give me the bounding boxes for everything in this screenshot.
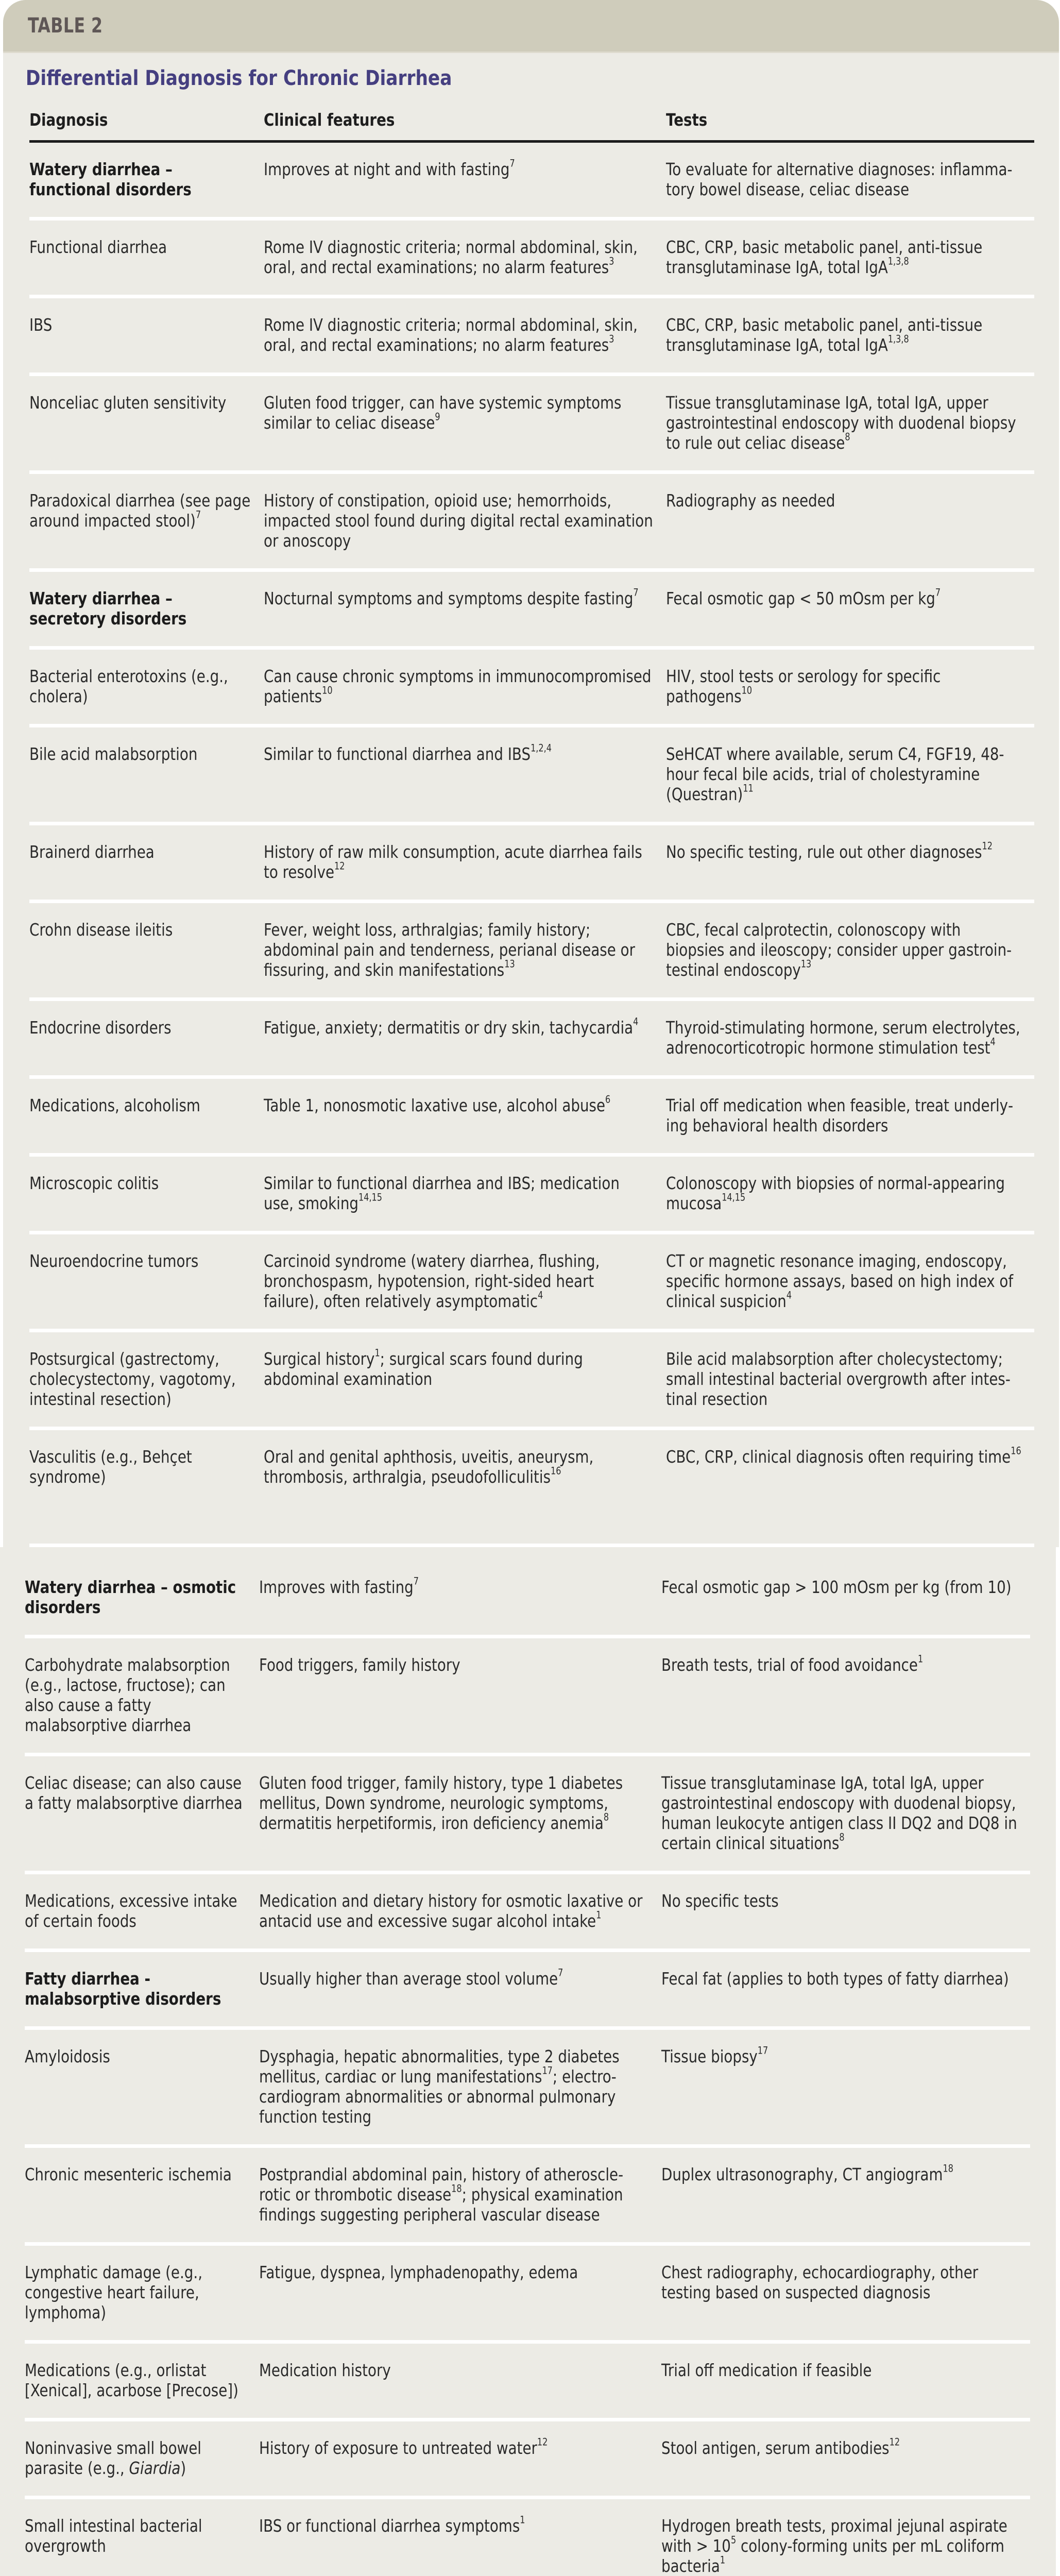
- tests-cell-text: No specific tests: [661, 1891, 779, 1911]
- diagnosis-cell-text: Endocrine disorders: [29, 1018, 172, 1038]
- table-row: [29, 375, 1034, 472]
- diagnosis-cell-text: Functional diarrhea: [29, 237, 167, 257]
- diagnosis-cell: [29, 570, 264, 648]
- tests-cell-text: No specific testing, rule out other diagnoses$^{12}$: [666, 840, 993, 862]
- clinical-features-cell: [264, 472, 666, 570]
- diagnosis-cell: [25, 1951, 259, 2028]
- tests-cell-text: Stool antigen, serum antibodies$^{12}$: [661, 2436, 900, 2458]
- clinical-features-cell: [264, 726, 666, 824]
- clinical-features-cell: [259, 2146, 661, 2244]
- clinical-features-cell: [264, 999, 666, 1077]
- tests-cell: [666, 219, 1034, 297]
- diagnosis-cell-text: Crohn disease ileitis: [29, 920, 173, 940]
- diagnosis-cell-text: Bacterial enterotoxins (e.g., cholera): [29, 666, 228, 706]
- table-card-bottom: [0, 1547, 1056, 2576]
- tests-cell: [661, 1873, 1030, 1951]
- tests-cell: [661, 2244, 1030, 2342]
- diagnosis-cell: [29, 375, 264, 472]
- diagnosis-cell: [29, 648, 264, 726]
- tests-cell: [666, 824, 1034, 902]
- tests-cell-text: CBC, CRP, basic metabolic panel, anti-tissue transglutaminase IgA, total IgA$^{1,3,8}$: [666, 237, 983, 277]
- tests-cell: [661, 2028, 1030, 2146]
- diagnosis-cell-text: Medications (e.g., orlistat [Xenical], acarbose [Precose]): [25, 2360, 238, 2400]
- diagnosis-cell-text: Medications, excessive intake of certain foods: [25, 1891, 237, 1931]
- table-row: [25, 2146, 1030, 2244]
- clinical-features-cell: [264, 824, 666, 902]
- diagnosis-cell: [29, 999, 264, 1077]
- reference-superscript: 4: [633, 1015, 639, 1028]
- reference-superscript: 18: [451, 2182, 462, 2195]
- clinical-features-cell: [264, 1155, 666, 1233]
- tests-cell-text: Fecal osmotic gap > 100 mOsm per kg (from 10): [661, 1577, 1012, 1597]
- reference-superscript: 7: [509, 157, 515, 170]
- reference-superscript: 16: [551, 1465, 561, 1477]
- table-row: [25, 1637, 1030, 1755]
- clinical-features-cell-text: IBS or functional diarrhea symptoms$^1$: [259, 2514, 525, 2536]
- reference-superscript: 10: [322, 684, 333, 697]
- table-row: [29, 1233, 1034, 1331]
- table-section-row: [25, 1951, 1030, 2028]
- table-row: [25, 2028, 1030, 2146]
- diagnosis-cell-text: IBS: [29, 315, 53, 335]
- table-body-top: [29, 142, 1034, 1546]
- tests-cell-text: To evaluate for alternative diagnoses: inflammatory bowel disease, celiac disease: [666, 159, 1013, 199]
- reference-superscript: 17: [542, 2064, 553, 2077]
- reference-superscript: 1: [917, 1653, 924, 1665]
- tests-cell: [661, 2420, 1030, 2498]
- table-header-row: [29, 96, 1034, 142]
- reference-superscript: 17: [757, 2044, 768, 2057]
- table-row: [29, 1331, 1034, 1429]
- reference-superscript: 14,15: [722, 1191, 746, 1204]
- tests-cell-text: CBC, CRP, clinical diagnosis often requiring time$^{16}$: [666, 1445, 1021, 1467]
- table-row: [25, 2342, 1030, 2420]
- column-header-tests-label: Tests: [666, 110, 708, 130]
- diagnosis-cell-text: Neuroendocrine tumors: [29, 1251, 199, 1271]
- column-header-clinical-features: [264, 96, 666, 142]
- table-row: [29, 648, 1034, 726]
- table-title: Differential Diagnosis for Chronic Diarrhea: [25, 66, 452, 90]
- tests-cell: [666, 570, 1034, 648]
- clinical-features-cell-text: Food triggers, family history: [259, 1655, 460, 1675]
- reference-superscript: 12: [334, 860, 345, 872]
- table-body-bottom: [25, 1547, 1030, 2576]
- tests-cell-text: SeHCAT where available, serum C4, FGF19, 48-hour fecal bile acids, trial of cholestyramine (Questran)$^{11}$: [666, 744, 1004, 804]
- table-row: [25, 2244, 1030, 2342]
- tests-cell: [666, 375, 1034, 472]
- clinical-features-cell-text: Fatigue, anxiety; dermatitis or dry skin, tachycardia$^4$: [264, 1015, 639, 1038]
- diagnosis-cell-text: Watery diarrhea – osmotic disorders: [25, 1577, 236, 1617]
- clinical-features-cell: [264, 648, 666, 726]
- diagnosis-cell-text: Chronic mesenteric ischemia: [25, 2164, 232, 2184]
- tests-cell: [666, 472, 1034, 570]
- clinical-features-cell-text: Rome IV diagnostic criteria; normal abdominal, skin, oral, and rectal examinations; no alarm features$^3$: [264, 237, 638, 277]
- diagnosis-cell: [25, 1637, 259, 1755]
- tests-cell-text: Breath tests, trial of food avoidance$^1$: [661, 1653, 924, 1675]
- tests-cell: [661, 2146, 1030, 2244]
- table-row: [29, 297, 1034, 375]
- diagnosis-table-part-1: [29, 96, 1034, 1547]
- diagnosis-cell-text: Fatty diarrhea - malabsorptive disorders: [25, 1969, 221, 2009]
- reference-superscript: 12: [889, 2436, 900, 2448]
- reference-superscript: 1: [596, 1909, 602, 1921]
- tests-cell-text: Tissue transglutaminase IgA, total IgA, upper gastrointestinal endoscopy with duodenal biopsy to rule out celiac disease$^8$: [666, 393, 1016, 453]
- tests-cell-text: Duplex ultrasonography, CT angiogram$^{18}$: [661, 2162, 953, 2184]
- clinical-features-cell: [259, 1873, 661, 1951]
- reference-superscript: 12: [537, 2436, 548, 2448]
- clinical-features-cell-text: Similar to functional diarrhea and IBS; medication use, smoking$^{14,15}$: [264, 1173, 620, 1213]
- clinical-features-cell: [264, 219, 666, 297]
- diagnosis-cell-text: Medications, alcoholism: [29, 1095, 200, 1115]
- table-row: [29, 1077, 1034, 1155]
- clinical-features-cell-text: Oral and genital aphthosis, uveitis, aneurysm, thrombosis, arthralgia, pseudofolliculitis$^{16}$: [264, 1447, 594, 1487]
- table-section-row: [29, 142, 1034, 219]
- reference-superscript: 8: [839, 1831, 845, 1843]
- reference-superscript: 7: [633, 586, 639, 599]
- reference-superscript: 1,3,8: [887, 333, 909, 345]
- column-header-clinical-features-label: Clinical features: [264, 110, 395, 130]
- tests-cell: [666, 648, 1034, 726]
- diagnosis-cell-text: Celiac disease; can also cause a fatty malabsorptive diarrhea: [25, 1773, 243, 1813]
- reference-superscript: 14,15: [358, 1191, 383, 1204]
- diagnosis-cell: [25, 2244, 259, 2342]
- table-row: [29, 824, 1034, 902]
- clinical-features-cell: [264, 375, 666, 472]
- reference-superscript: 3: [609, 255, 614, 267]
- tests-cell-text: Tissue biopsy$^{17}$: [661, 2044, 768, 2066]
- diagnosis-cell: [29, 726, 264, 824]
- clinical-features-cell: [264, 570, 666, 648]
- tests-cell-text: Fecal osmotic gap < 50 mOsm per $kg^7$: [666, 586, 941, 608]
- diagnosis-cell: [29, 472, 264, 570]
- clinical-features-cell: [264, 142, 666, 219]
- diagnosis-cell: [25, 2420, 259, 2498]
- tests-cell: [666, 1155, 1034, 1233]
- tests-cell: [666, 1331, 1034, 1429]
- diagnosis-cell-text: Watery diarrhea – functional disorders: [29, 159, 192, 199]
- reference-superscript: 11: [743, 782, 754, 794]
- reference-superscript: 7: [558, 1967, 563, 1979]
- clinical-features-cell-text: Can cause chronic symptoms in immunocompromised patients$^{10}$: [264, 666, 652, 706]
- clinical-features-cell-text: Dysphagia, hepatic abnormalities, type 2 diabetes mellitus, cardiac or lung manifestations$^{17}$; electrocardiogram abnormalities or abnormal pulmonary function testing: [259, 2046, 620, 2127]
- diagnosis-cell-text: Brainerd diarrhea: [29, 842, 155, 862]
- clinical-features-cell-text: Fatigue, dyspnea, lymphadenopathy, edema: [259, 2262, 578, 2282]
- tests-cell-text: Fecal fat (applies to both types of fatty diarrhea): [661, 1969, 1009, 1989]
- reference-superscript: 8: [603, 1811, 609, 1823]
- clinical-features-cell-text: Carcinoid syndrome (watery diarrhea, flushing, bronchospasm, hypotension, right-sided heart failure), often relatively asymptomatic$^4$: [264, 1251, 600, 1311]
- table-row: [25, 2498, 1030, 2576]
- diagnosis-cell: [25, 2146, 259, 2244]
- clinical-features-cell: [259, 1755, 661, 1873]
- tests-cell: [661, 1637, 1030, 1755]
- reference-superscript: 4: [538, 1289, 543, 1301]
- clinical-features-cell: [259, 1547, 661, 1637]
- diagnosis-cell-text: Carbohydrate malabsorption (e.g., lactose, fructose); can also cause a fatty malabsorptive diarrhea: [25, 1655, 230, 1735]
- tests-cell-text: Thyroid-stimulating hormone, serum electrolytes, adrenocorticotropic hormone stimulation test$^4$: [666, 1018, 1020, 1058]
- clinical-features-cell-text: Medication and dietary history for osmotic laxative or antacid use and excessive sugar alcohol intake$^1$: [259, 1891, 643, 1931]
- reference-superscript: 6: [605, 1093, 611, 1106]
- diagnosis-cell: [25, 1873, 259, 1951]
- clinical-features-cell-text: Table 1, nonosmotic laxative use, alcohol abuse$^6$: [264, 1093, 611, 1115]
- reference-superscript: 8: [845, 431, 850, 443]
- table-banner: [3, 0, 1059, 53]
- clinical-features-cell-text: Gluten food trigger, family history, type 1 diabetes mellitus, Down syndrome, neurologic symptoms, dermatitis herpetiformis, iron deficiency anemia$^8$: [259, 1773, 623, 1833]
- tests-cell: [661, 2498, 1030, 2576]
- table-row: [25, 2420, 1030, 2498]
- table-section-row: [25, 1547, 1030, 1637]
- diagnosis-cell-text: Watery diarrhea – secretory disorders: [29, 588, 187, 629]
- diagnosis-cell: [25, 2342, 259, 2420]
- column-header-tests: [666, 96, 1034, 142]
- clinical-features-cell-text: Medication history: [259, 2360, 391, 2380]
- table-card-top: [3, 0, 1059, 1547]
- diagnosis-table-part-2: [25, 1547, 1030, 2576]
- tests-cell: [666, 902, 1034, 999]
- clinical-features-cell: [264, 902, 666, 999]
- diagnosis-cell-text: Lymphatic damage (e.g., congestive heart failure, lymphoma): [25, 2262, 203, 2323]
- clinical-features-cell-text: Gluten food trigger, can have systemic symptoms similar to celiac disease$^9$: [264, 393, 622, 433]
- table-row: [29, 999, 1034, 1077]
- diagnosis-cell: [29, 1155, 264, 1233]
- diagnosis-cell-text: Noninvasive small bowel parasite (e.g., Giardia): [25, 2438, 201, 2478]
- clinical-features-cell-text: Similar to functional diarrhea and IBS$^{1,2,4}$: [264, 742, 552, 764]
- tests-cell-text: CT or magnetic resonance imaging, endoscopy, specific hormone assays, based on high index of clinical suspicion$^4$: [666, 1251, 1014, 1311]
- clinical-features-cell: [264, 1077, 666, 1155]
- clinical-features-cell-text: History of constipation, opioid use; hemorrhoids, impacted stool found during digital rectal examination or anoscopy: [264, 490, 653, 551]
- reference-superscript: 1,2,4: [531, 742, 552, 754]
- diagnosis-cell: [25, 1755, 259, 1873]
- clinical-features-cell-text: Fever, weight loss, arthralgias; family history; abdominal pain and tenderness, perianal disease or fissuring, and skin manifestations$^{13}$: [264, 920, 635, 980]
- tests-cell-text: Tissue transglutaminase IgA, total IgA, upper gastrointestinal endoscopy with duodenal biopsy, human leukocyte antigen class II DQ2 and DQ8 in certain clinical situations$^8$: [661, 1773, 1017, 1853]
- clinical-features-cell-text: Postprandial abdominal pain, history of atherosclerotic or thrombotic disease$^{18}$; physical examination findings suggesting peripheral vascular disease: [259, 2164, 624, 2225]
- diagnosis-cell: [29, 1233, 264, 1331]
- clinical-features-cell: [259, 1951, 661, 2028]
- tests-cell: [661, 1547, 1030, 1637]
- diagnosis-cell-text: Bile acid malabsorption: [29, 744, 198, 764]
- tests-cell-text: Colonoscopy with biopsies of normal-appearing mucosa$^{14,15}$: [666, 1173, 1005, 1213]
- clinical-features-cell: [264, 297, 666, 375]
- reference-superscript: 10: [741, 684, 753, 697]
- diagnosis-cell: [25, 1547, 259, 1637]
- diagnosis-cell: [29, 1077, 264, 1155]
- reference-superscript: 12: [982, 840, 993, 852]
- reference-superscript: 13: [800, 958, 812, 970]
- column-header-diagnosis: [29, 96, 264, 142]
- table-row: [29, 902, 1034, 999]
- clinical-features-cell: [259, 2244, 661, 2342]
- tests-cell: [666, 1077, 1034, 1155]
- tests-cell: [666, 1233, 1034, 1331]
- tests-cell-text: Trial off medication if feasible: [661, 2360, 872, 2380]
- reference-superscript: 16: [1011, 1445, 1021, 1457]
- table-number-label: TABLE 2: [28, 14, 103, 38]
- clinical-features-cell-text: Usually higher than average stool volume$^7$: [259, 1967, 563, 1989]
- clinical-features-cell: [259, 2342, 661, 2420]
- italic-term: Giardia: [129, 2458, 181, 2478]
- clinical-features-cell: [264, 1233, 666, 1331]
- diagnosis-cell: [29, 902, 264, 999]
- clinical-features-cell-text: History of exposure to untreated water$^{12}$: [259, 2436, 548, 2458]
- tests-cell-text: CBC, CRP, basic metabolic panel, anti-tissue transglutaminase IgA, total IgA$^{1,3,8}$: [666, 315, 983, 355]
- tests-cell-text: CBC, fecal calprotectin, colonoscopy with biopsies and ileoscopy; consider upper gastrointestinal endoscopy$^{13}$: [666, 920, 1012, 980]
- table-row: [29, 472, 1034, 570]
- clinical-features-cell: [259, 1637, 661, 1755]
- table-section-row: [29, 570, 1034, 648]
- clinical-features-cell-text: Improves with fasting$^7$: [259, 1575, 419, 1597]
- tests-cell-text: HIV, stool tests or serology for specific pathogens$^{10}$: [666, 666, 941, 706]
- table-row: [29, 1429, 1034, 1546]
- reference-superscript: 1,3,8: [887, 255, 909, 267]
- tests-cell-text: Hydrogen breath tests, proximal jejunal aspirate with > $10^5$ colony-forming units per mL coliform bacteria$^1$: [661, 2516, 1007, 2576]
- diagnosis-cell-text: Postsurgical (gastrectomy, cholecystectomy, vagotomy, intestinal resection): [29, 1349, 236, 1409]
- tests-cell-text: Chest radiography, echocardiography, other testing based on suspected diagnosis: [661, 2262, 979, 2302]
- clinical-features-cell-text: Rome IV diagnostic criteria; normal abdominal, skin, oral, and rectal examinations; no alarm features$^3$: [264, 315, 638, 355]
- diagnosis-cell-text: Amyloidosis: [25, 2046, 110, 2066]
- clinical-features-cell: [259, 2498, 661, 2576]
- diagnosis-cell: [29, 1331, 264, 1429]
- reference-superscript: 7: [413, 1575, 419, 1587]
- tests-cell: [661, 2342, 1030, 2420]
- reference-superscript: 4: [786, 1289, 792, 1301]
- table-row: [25, 1755, 1030, 1873]
- reference-superscript: 5: [730, 2534, 737, 2546]
- tests-cell: [666, 142, 1034, 219]
- diagnosis-cell: [29, 1429, 264, 1546]
- clinical-features-cell-text: History of raw milk consumption, acute diarrhea fails to resolve$^{12}$: [264, 842, 642, 882]
- table-row: [29, 1155, 1034, 1233]
- diagnosis-cell: [29, 142, 264, 219]
- clinical-features-cell: [259, 2028, 661, 2146]
- clinical-features-cell: [264, 1429, 666, 1546]
- clinical-features-cell-text: Surgical history$^1$; surgical scars found during abdominal examination: [264, 1347, 583, 1389]
- tests-cell-text: Bile acid malabsorption after cholecystectomy; small intestinal bacterial overgrowth after intestinal resection: [666, 1349, 1011, 1409]
- reference-superscript: 7: [935, 586, 941, 599]
- tests-cell: [666, 297, 1034, 375]
- clinical-features-cell-text: Improves at night and with fasting$^7$: [264, 157, 515, 179]
- tests-cell-text: Radiography as needed: [666, 490, 835, 511]
- diagnosis-cell: [25, 2498, 259, 2576]
- table-wrap-top: [3, 96, 1059, 1547]
- reference-superscript: 18: [943, 2162, 953, 2175]
- reference-superscript: 1: [520, 2514, 525, 2526]
- tests-cell: [666, 726, 1034, 824]
- diagnosis-cell: [29, 297, 264, 375]
- reference-superscript: 7: [195, 509, 201, 521]
- reference-superscript: 1: [374, 1347, 380, 1359]
- diagnosis-cell-text: Vasculitis (e.g., Behçet syndrome): [29, 1447, 192, 1487]
- tests-cell: [666, 999, 1034, 1077]
- clinical-features-cell: [264, 1331, 666, 1429]
- tests-cell: [666, 1429, 1034, 1546]
- tests-cell: [661, 1755, 1030, 1873]
- diagnosis-cell: [29, 219, 264, 297]
- reference-superscript: 1: [720, 2554, 726, 2566]
- reference-superscript: 13: [504, 958, 515, 970]
- diagnosis-cell-text: Microscopic colitis: [29, 1173, 159, 1193]
- column-header-diagnosis-label: Diagnosis: [29, 110, 108, 130]
- table-row: [29, 726, 1034, 824]
- diagnosis-cell-text: Nonceliac gluten sensitivity: [29, 393, 227, 413]
- diagnosis-cell-text: Paradoxical diarrhea (see page around impacted stool)$^7$: [29, 490, 251, 531]
- table-row: [29, 219, 1034, 297]
- diagnosis-cell: [29, 824, 264, 902]
- tests-cell-text: Trial off medication when feasible, treat underlying behavioral health disorders: [666, 1095, 1014, 1136]
- clinical-features-cell-text: Nocturnal symptoms and symptoms despite fasting$^7$: [264, 586, 639, 608]
- table-row: [25, 1873, 1030, 1951]
- reference-superscript: 9: [435, 411, 440, 423]
- reference-superscript: 4: [990, 1036, 996, 1048]
- table-wrap-bottom: [0, 1547, 1056, 2576]
- diagnosis-cell-text: Small intestinal bacterial overgrowth: [25, 2516, 202, 2556]
- tests-cell: [661, 1951, 1030, 2028]
- diagnosis-cell: [25, 2028, 259, 2146]
- clinical-features-cell: [259, 2420, 661, 2498]
- reference-superscript: 3: [609, 333, 614, 345]
